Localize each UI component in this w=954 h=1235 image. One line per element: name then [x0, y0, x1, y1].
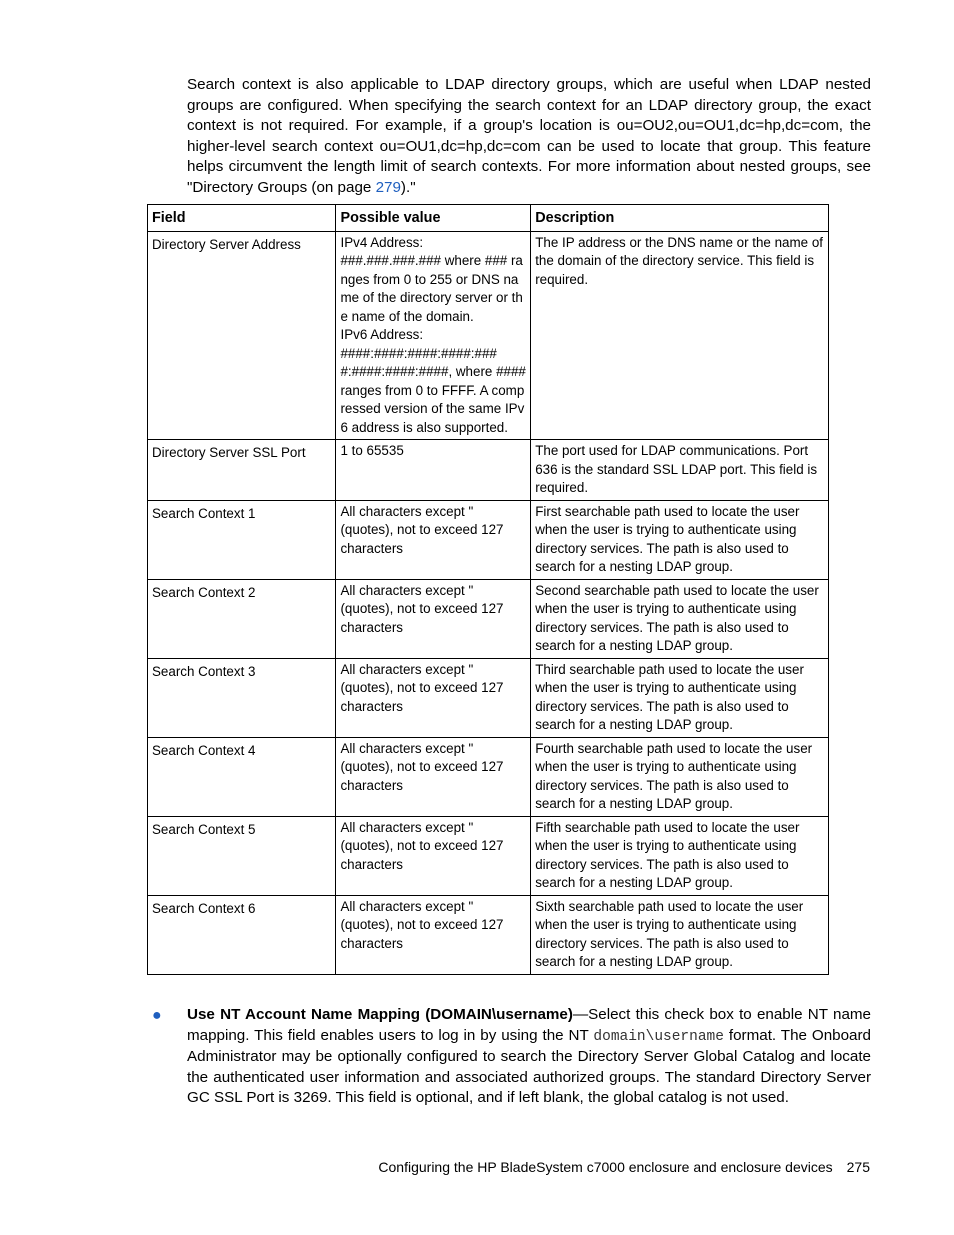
bullet-dash: —	[572, 1006, 589, 1023]
row-value: IPv4 Address: ###.###.###.### where ### ranges from 0 to 255 or DNS name of the directory server or the name of the domain. IPv6 Address: ####:####:####:####:### #:####:####:####, where #### ranges from 0 to FFFF. A compressed version of the same IPv6 address is also supported.	[336, 231, 531, 440]
nt-mapping-bullet	[150, 1005, 872, 1109]
row-value: All characters except " (quotes), not to exceed 127 characters	[336, 895, 531, 974]
table-row	[148, 579, 829, 658]
row-description: Third searchable path used to locate the user when the user is trying to authenticate using directory services. The path is also used to search for a nesting LDAP group.	[531, 658, 829, 737]
footer-chapter-title: Configuring the HP BladeSystem c7000 enclosure and enclosure devices	[378, 1159, 833, 1175]
page-footer	[378, 1157, 870, 1177]
header-possible-value: Possible value	[336, 205, 531, 232]
table-row	[148, 895, 829, 974]
table-row	[148, 816, 829, 895]
row-field: Search Context 3	[148, 658, 336, 737]
header-field: Field	[148, 205, 336, 232]
header-description: Description	[531, 205, 829, 232]
table-header-row	[148, 205, 829, 232]
row-value: All characters except " (quotes), not to exceed 127 characters	[336, 816, 531, 895]
row-value: All characters except " (quotes), not to exceed 127 characters	[336, 737, 531, 816]
row-description: The port used for LDAP communications. Port 636 is the standard SSL LDAP port. This field is required.	[531, 440, 829, 501]
row-value: All characters except " (quotes), not to exceed 127 characters	[336, 658, 531, 737]
intro-text-end: )."	[400, 178, 416, 196]
table-row	[148, 658, 829, 737]
bullet-text-start: Select this check box to enable NT name mapping. This field enables users to log in by using the NT	[187, 1006, 872, 1044]
row-field: Search Context 4	[148, 737, 336, 816]
bullet-paragraph	[187, 1005, 871, 1109]
row-description: First searchable path used to locate the user when the user is trying to authenticate using directory services. The path is also used to search for a nesting LDAP group.	[531, 500, 829, 579]
row-field: Directory Server SSL Port	[148, 440, 336, 501]
bullet-text-end: format. The Onboard Administrator may be optionally configured to search the Directory Server Global Catalog and locate the authenticated user information and associated authorized groups. The standard Directory Server GC SSL Port is 3269. This field is optional, and if left blank, the global catalog is not used.	[187, 1026, 871, 1107]
row-value: All characters except " (quotes), not to exceed 127 characters	[336, 579, 531, 658]
table-row	[148, 231, 829, 440]
row-field: Search Context 6	[148, 895, 336, 974]
bullet-title: Use NT Account Name Mapping (DOMAIN\username)	[187, 1006, 573, 1023]
row-field: Search Context 2	[148, 579, 336, 658]
row-field: Search Context 5	[148, 816, 336, 895]
intro-paragraph	[187, 75, 871, 199]
row-description: Sixth searchable path used to locate the user when the user is trying to authenticate using directory services. The path is also used to search for a nesting LDAP group.	[531, 895, 829, 974]
bullet-dot-icon: ●	[152, 1007, 162, 1024]
row-description: Fifth searchable path used to locate the user when the user is trying to authenticate using directory services. The path is also used to search for a nesting LDAP group.	[531, 816, 829, 895]
row-field: Directory Server Address	[148, 231, 336, 440]
row-field: Search Context 1	[148, 500, 336, 579]
footer-page-number: 275	[846, 1159, 870, 1175]
row-description: Second searchable path used to locate the user when the user is trying to authenticate using directory services. The path is also used to search for a nesting LDAP group.	[531, 579, 829, 658]
bullet-code: domain\username	[593, 1028, 724, 1045]
row-value: All characters except " (quotes), not to exceed 127 characters	[336, 500, 531, 579]
row-description: Fourth searchable path used to locate the user when the user is trying to authenticate using directory services. The path is also used to search for a nesting LDAP group.	[531, 737, 829, 816]
page-link[interactable]: 279	[375, 178, 401, 196]
table-row	[148, 440, 829, 501]
table-row	[148, 500, 829, 579]
table-row	[148, 737, 829, 816]
intro-text: Search context is also applicable to LDAP directory groups, which are useful when LDAP nested groups are configured. When specifying the search context for an LDAP directory group, the exact context is not required. For example, if a group's location is ou=OU2,ou=OU1,dc=hp,dc=com, the higher-level search context ou=OU1,dc=hp,dc=com can be used to locate that group. This feature helps circumvent the length limit of search contexts. For more information about nested groups, see "Directory Groups (on page	[187, 76, 871, 196]
row-value: 1 to 65535	[336, 440, 531, 501]
ldap-settings-table	[147, 204, 829, 975]
row-description: The IP address or the DNS name or the name of the domain of the directory service. This field is required.	[531, 231, 829, 440]
